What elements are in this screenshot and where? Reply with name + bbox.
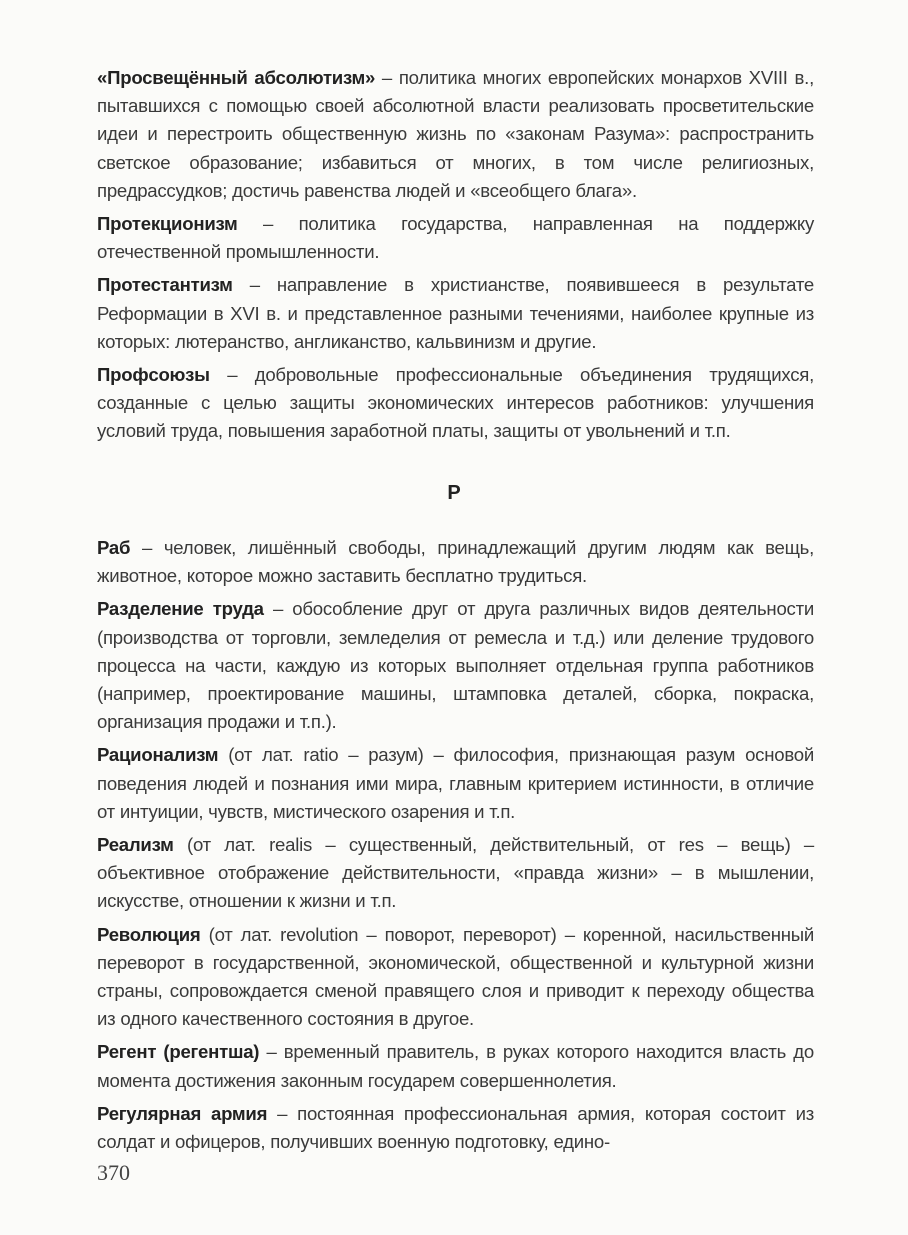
- entry-definition: – постоянная профессиональная армия, которая состоит из солдат и офицеров, получивших военную подготовку, едино-: [97, 1102, 814, 1153]
- glossary-entry: [97, 831, 814, 916]
- glossary-entry: [97, 741, 814, 826]
- entry-term: Регент (регентша): [97, 1041, 260, 1063]
- page-number: 370: [97, 1160, 130, 1185]
- glossary-entry: [97, 271, 814, 356]
- entry-definition: – обособление друг от друга различных видов деятельности (производства от торговли, земледелия от ремесла и т.д.) или деление трудового процесса на части, каждую из которых выполняет отдельная группа работников (например, проектирование машины, штамповка деталей, сборка, покраска, организация продажи и т.п.).: [97, 598, 814, 733]
- entry-term: Реализм: [97, 834, 174, 856]
- entry-definition: (от лат. revolution – поворот, переворот) – коренной, насильственный переворот в государственной, экономической, общественной и культурной жизни страны, сопровождается сменой правящего слоя и приводит к переходу общества из одного качественного состояния в другое.: [97, 923, 814, 1030]
- glossary-entry: [97, 1100, 814, 1156]
- entry-term: Протекционизм: [97, 213, 238, 235]
- entry-definition: (от лат. realis – существенный, действительный, от res – вещь) – объективное отображение действительности, «правда жизни» – в мышлении, искусстве, отношении к жизни и т.п.: [97, 834, 814, 912]
- entry-term: Рационализм: [97, 744, 219, 766]
- entry-term: Регулярная армия: [97, 1102, 268, 1124]
- glossary-entry: [97, 595, 814, 736]
- letter-heading: Р: [447, 482, 461, 504]
- entry-term: Революция: [97, 923, 201, 945]
- entry-term: Профсоюзы: [97, 364, 210, 386]
- glossary-entry: [97, 534, 814, 590]
- glossary-section-r: [97, 534, 814, 1161]
- entry-term: Протестантизм: [97, 274, 233, 296]
- glossary-entry: [97, 64, 814, 205]
- glossary-entry: [97, 921, 814, 1034]
- entry-term: Раб: [97, 537, 131, 558]
- entry-definition: – политика многих европейских монархов XVIII в., пытавшихся с помощью своей абсолютной власти реализовать просветительские идеи и перестроить общественную жизнь по «законам Разума»: распространить светское образование; избавиться от многих, в том числе религиозных, предрассудков; достичь равенства людей и «всеобщего блага».: [97, 67, 814, 201]
- entry-definition: – политика государства, направленная на поддержку отечественной промышленности.: [97, 213, 814, 263]
- entry-definition: – добровольные профессиональные объединения трудящихся, созданные с целью защиты экономических интересов работников: улучшения условий труда, повышения заработной платы, защиты от увольнений и т.п.: [97, 364, 814, 442]
- glossary-entry: [97, 361, 814, 446]
- entry-definition: – человек, лишённый свободы, принадлежащий другим людям как вещь, животное, которое можно заставить бесплатно трудиться.: [97, 537, 814, 587]
- entry-definition: – временный правитель, в руках которого находится власть до момента достижения законным государем совершеннолетия.: [97, 1041, 814, 1091]
- entry-definition: – направление в христианстве, появившееся в результате Реформации в XVI в. и представленное разными течениями, наиболее крупные из которых: лютеранство, англиканство, кальвинизм и другие.: [97, 274, 814, 352]
- glossary-entry: [97, 1038, 814, 1094]
- entry-definition: (от лат. ratio – разум) – философия, признающая разум основой поведения людей и познания ими мира, главным критерием истинности, в отличие от интуиции, чувств, мистического озарения и т.п.: [97, 744, 814, 822]
- glossary-entry: [97, 210, 814, 266]
- glossary-section-p: [97, 64, 814, 451]
- entry-term: Разделение труда: [97, 598, 264, 620]
- entry-term: «Просвещённый абсолютизм»: [97, 67, 376, 88]
